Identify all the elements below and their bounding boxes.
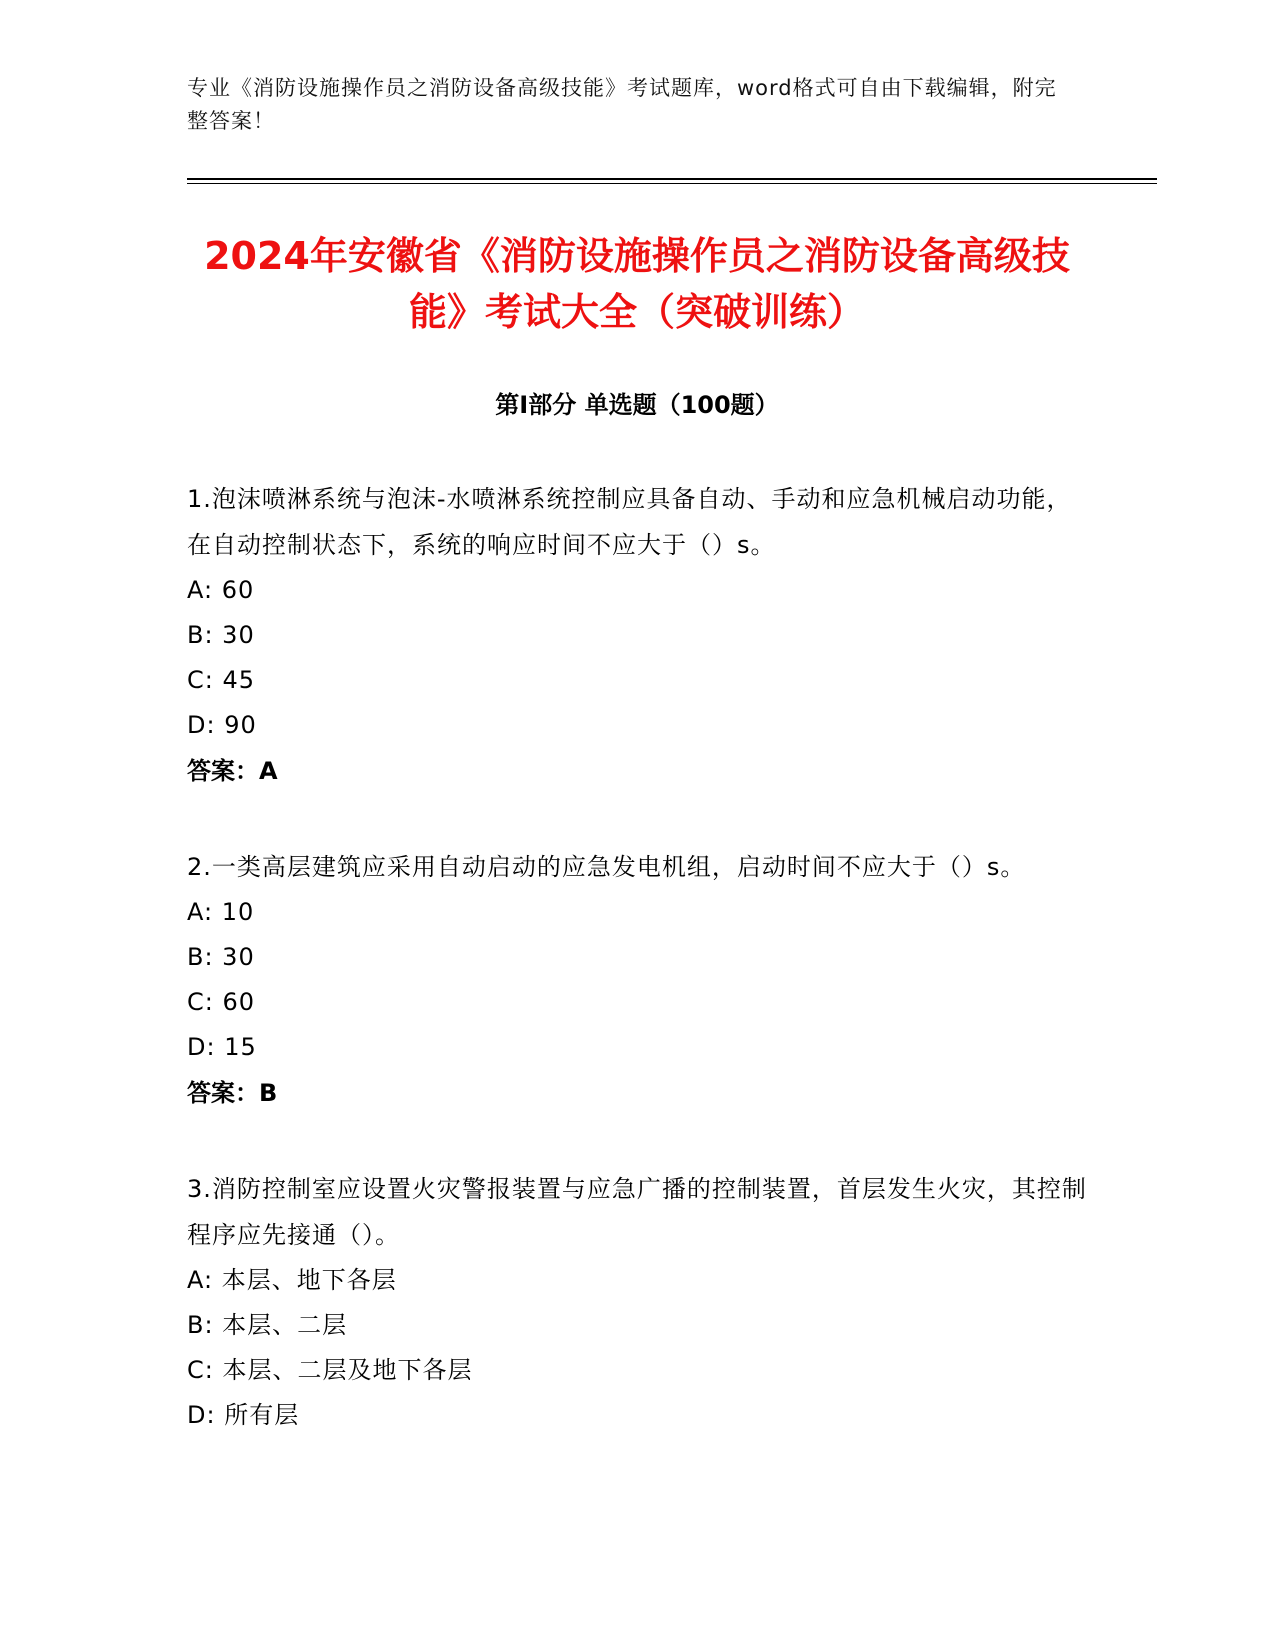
section-title: 第Ⅰ部分 单选题（100题） <box>495 391 779 419</box>
option-d: D: 所有层 <box>187 1401 300 1429</box>
header-divider <box>187 178 1157 180</box>
option-b: B: 30 <box>187 621 255 649</box>
option-c: C: 本层、二层及地下各层 <box>187 1356 473 1384</box>
question-list <box>187 476 1087 1488</box>
header-note: 专业《消防设施操作员之消防设备高级技能》考试题库，word格式可自由下载编辑，附完整答案！ <box>187 76 1057 133</box>
option-b: B: 本层、二层 <box>187 1311 348 1339</box>
option-c: C: 45 <box>187 666 256 694</box>
question-stem: 2.一类高层建筑应采用自动启动的应急发电机组，启动时间不应大于（）s。 <box>187 853 1026 881</box>
question-stem: 3.消防控制室应设置火灾警报装置与应急广播的控制装置，首层发生火灾，其控制程序应先接通（）。 <box>187 1175 1087 1249</box>
answer: 答案：B <box>187 1079 278 1107</box>
question-2 <box>187 844 1087 1116</box>
option-a: A: 本层、地下各层 <box>187 1266 397 1294</box>
question-stem: 1.泡沫喷淋系统与泡沫-水喷淋系统控制应具备自动、手动和应急机械启动功能，在自动控制状态下，系统的响应时间不应大于（）s。 <box>187 485 1072 559</box>
option-a: A: 60 <box>187 576 255 604</box>
option-d: D: 15 <box>187 1033 257 1061</box>
answer: 答案：A <box>187 757 278 785</box>
question-3 <box>187 1166 1087 1438</box>
option-d: D: 90 <box>187 711 257 739</box>
document-title: 2024年安徽省《消防设施操作员之消防设备高级技能》考试大全（突破训练） <box>204 234 1070 334</box>
option-c: C: 60 <box>187 988 256 1016</box>
question-1 <box>187 476 1087 794</box>
header-divider-thin <box>187 183 1157 184</box>
option-a: A: 10 <box>187 898 255 926</box>
option-b: B: 30 <box>187 943 255 971</box>
